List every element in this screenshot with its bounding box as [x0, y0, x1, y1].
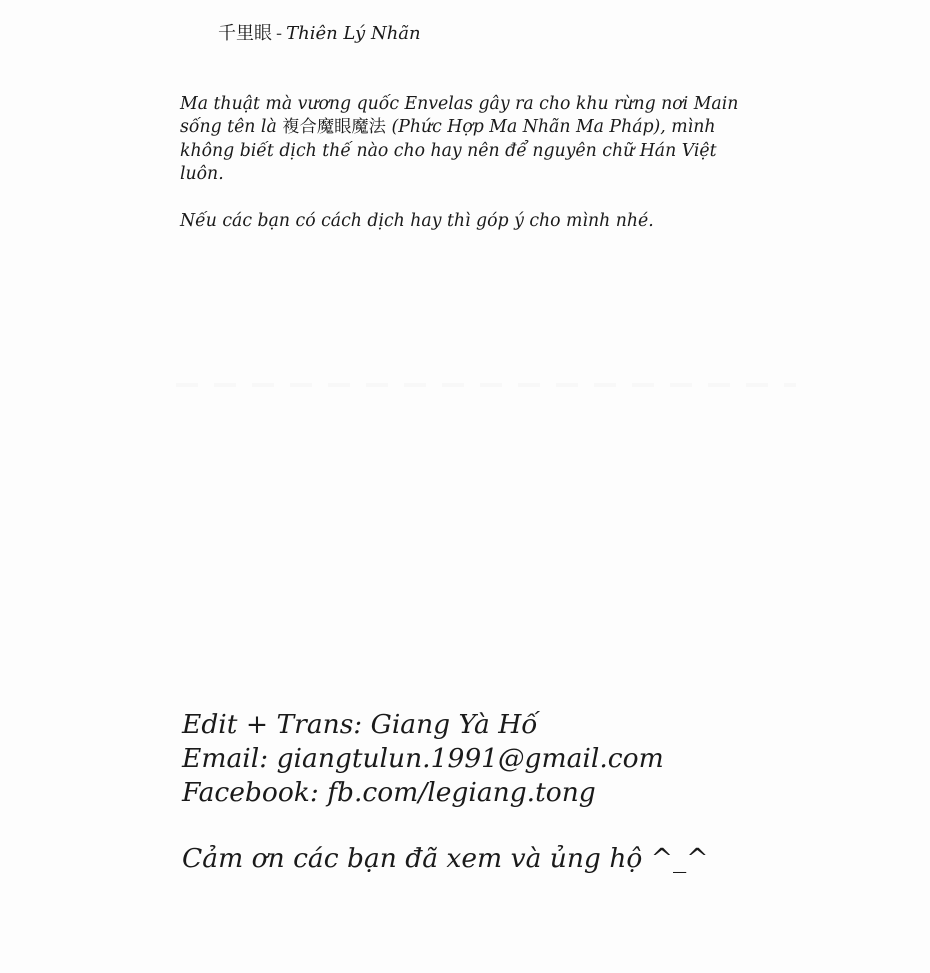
term-reading: Thiên Lý Nhãn — [286, 23, 421, 44]
thanks-message: Cảm ơn các bạn đã xem và ủng hộ ^_^ — [182, 843, 709, 874]
term-separator: - — [276, 23, 283, 44]
note-paragraph-1 — [180, 93, 800, 186]
note-line-4: luôn. — [180, 163, 224, 184]
credits-block — [182, 708, 664, 810]
credit-facebook: Facebook: fb.com/legiang.tong — [182, 777, 596, 808]
note-paragraph-2: Nếu các bạn có cách dịch hay thì góp ý cho mình nhé. — [180, 211, 654, 232]
term-kanji: 千里眼 — [218, 23, 272, 44]
note-line-3: không biết dịch thế nào cho hay nên để nguyên chữ Hán Việt — [180, 140, 717, 161]
note-line-2-rest: (Phức Hợp Ma Nhãn Ma Pháp), mình — [385, 117, 716, 138]
credit-edit-trans: Edit + Trans: Giang Yà Hố — [182, 709, 538, 740]
note-kanji-term: 複合魔眼魔法 — [282, 117, 386, 138]
faint-divider — [176, 383, 796, 387]
note-line-2 — [180, 116, 800, 139]
credit-email: Email: giangtulun.1991@gmail.com — [182, 743, 664, 774]
note-line-2-text: sống tên là — [180, 117, 283, 138]
term-heading — [218, 20, 421, 47]
translator-note — [180, 93, 800, 233]
paragraph-gap — [180, 186, 800, 210]
note-line-1: Ma thuật mà vương quốc Envelas gây ra cho khu rừng nơi Main — [180, 94, 739, 114]
